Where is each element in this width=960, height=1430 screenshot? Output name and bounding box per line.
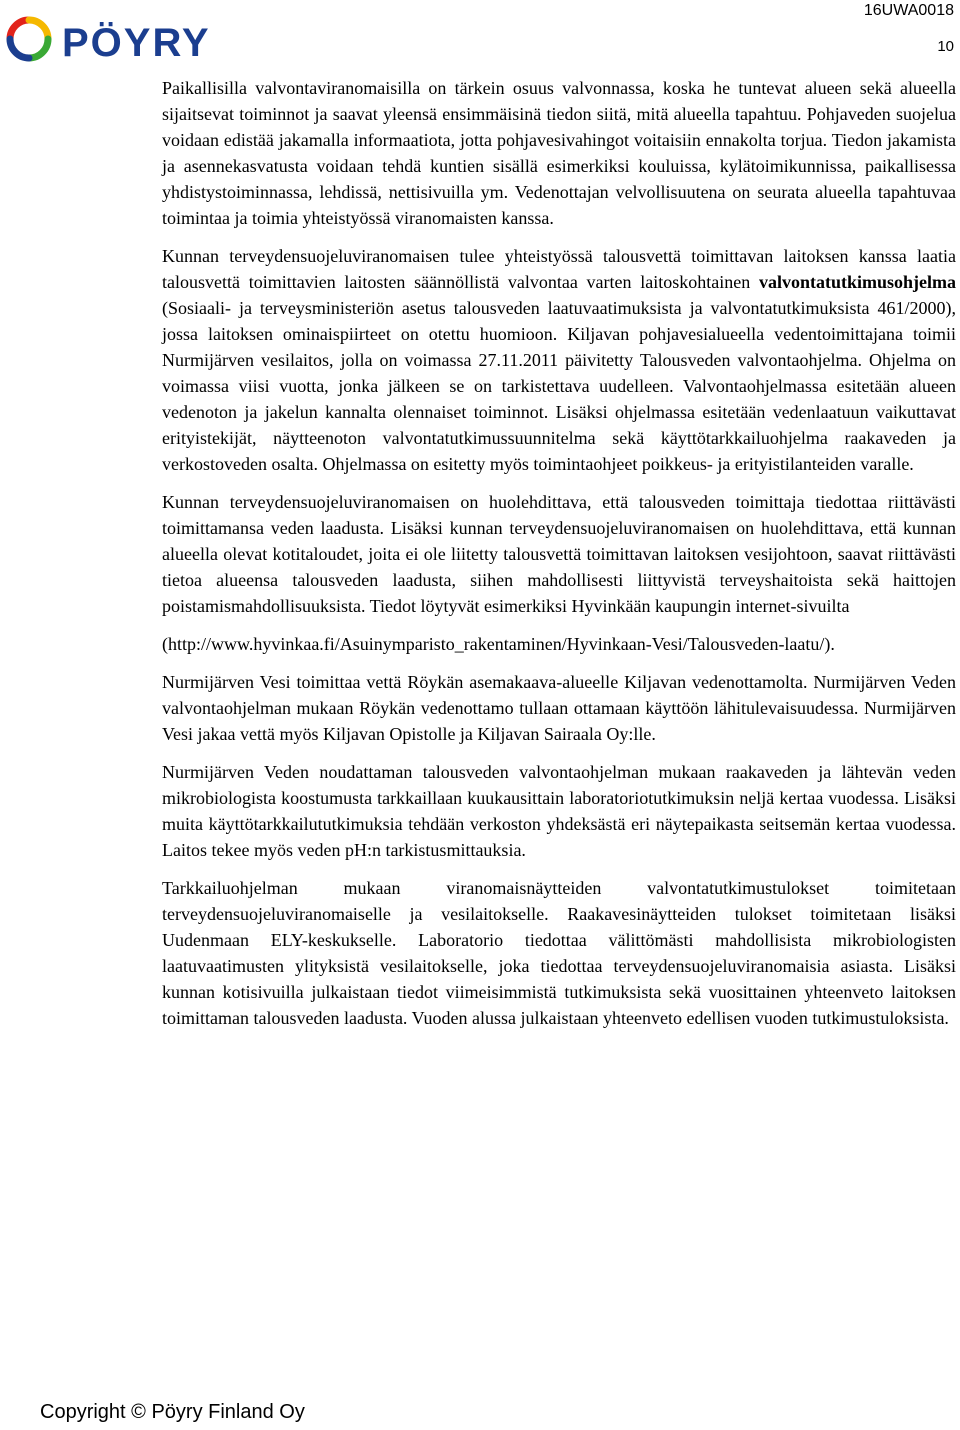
paragraph-7: Tarkkailuohjelman mukaan viranomaisnäytteiden valvontatutkimustulokset toimitetaan terveydensuojeluviranomaiselle ja vesilaitokselle. Raakavesinäytteiden tulokset toimitetaan lisäksi Uudenmaan ELY-keskukselle. Laboratorio tiedottaa välittömästi mahdollisista mikrobiologisten laatuvaatimusten ylityksistä vesilaitokselle, joka tiedottaa terveydensuojeluviranomaisia asiasta. Lisäksi kunnan kotisivuilla julkaistaan tiedot viimeisimmistä tutkimuksista sekä vuosittainen yhteenveto laitoksen toimittaman talousveden laadusta. Vuoden alussa julkaistaan yhteenveto edellisen vuoden tutkimustuloksista. — [162, 878, 956, 1028]
bold-term: valvontatutkimusohjelma — [758, 272, 956, 292]
logo-wordmark: PÖYRY — [62, 21, 211, 64]
poyry-swirl-icon — [10, 20, 48, 58]
paragraph-2-rest: (Sosiaali- ja terveysministeriön asetus talousveden laatuvaatimuksista ja valvontatutkimuksista 461/2000), jossa laitoksen ominaispiirteet on otettu huomioon. Kiljavan pohjavesialueella vedentoimittajana toimii Nurmijärven vesilaitos, jolla on voimassa 27.11.2011 päivitetty Talousveden valvontaohjelma. Ohjelma on voimassa viisi vuotta, jonka jälkeen se on tarkistettava uudelleen. Valvontaohjelmassa esitetään alueen vedenoton ja jakelun kannalta olennaiset toiminnot. Lisäksi ohjelmassa esitetään vedenlaatuun vaikuttavat erityistekijät, näytteenoton valvontatutkimussuunnitelma sekä käyttötarkkailuohjelma raakaveden ja verkostoveden osalta. Ohjelmassa on esitetty myös toimintaohjeet poikkeus- ja erityistilanteiden varalle. — [162, 298, 956, 474]
poyry-logo-graphic — [4, 14, 264, 64]
paragraph-5: Nurmijärven Vesi toimittaa vettä Röykän asemakaava-alueelle Kiljavan vedenottamolta. Nurmijärven Veden valvontaohjelman mukaan Röykän vedenottamo tullaan ottamaan käyttöön lähitulevaisuudessa. Nurmijärven Vesi jakaa vettä myös Kiljavan Opistolle ja Kiljavan Sairaala Oy:lle. — [162, 672, 956, 744]
poyry-logo — [4, 14, 264, 64]
paragraph-2 — [162, 243, 956, 477]
copyright-footer: Copyright © Pöyry Finland Oy — [40, 1401, 305, 1423]
url-paragraph: (http://www.hyvinkaa.fi/Asuinymparisto_rakentaminen/Hyvinkaan-Vesi/Talousveden-laatu/). — [162, 634, 835, 654]
paragraph-6: Nurmijärven Veden noudattaman talousveden valvontaohjelman mukaan raakaveden ja lähtevän veden mikrobiologista koostumusta tarkkaillaan kuukausittain laboratoriotutkimuksin neljä kertaa vuodessa. Lisäksi muita käyttötarkkailututkimuksia tehdään verkoston yhdeksästä eri näytepaikasta seitsemän kertaa vuodessa. Laitos tekee myös veden pH:n tarkistusmittauksia. — [162, 762, 956, 860]
document-body — [162, 75, 956, 1043]
document-id: 16UWA0018 — [863, 2, 954, 19]
paragraph-2-intro: Kunnan terveydensuojeluviranomaisen tulee yhteistyössä talousvettä toimittavan laitoksen kanssa laatia talousvettä toimittavien laitosten säännöllistä valvontaa varten laitoskohtainen — [162, 246, 956, 292]
paragraph-3: Kunnan terveydensuojeluviranomaisen on huolehdittava, että talousveden toimittaja tiedottaa riittävästi toimittamansa veden laadusta. Lisäksi kunnan terveydensuojeluviranomaisen on huolehdittava, että kunnan alueella olevat kotitaloudet, joita ei ole liitetty talousvettä toimittavan laitoksen vesijohtoon, saavat riittävästi tietoa alueensa talousveden laadusta, siihen mahdollisesti liittyvistä terveyshaitoista sekä haittojen poistamismahdollisuuksista. Tiedot löytyvät esimerkiksi Hyvinkään kaupungin internet-sivuilta — [162, 492, 956, 616]
paragraph-1: Paikallisilla valvontaviranomaisilla on tärkein osuus valvonnassa, koska he tuntevat alueen sekä alueella sijaitsevat toiminnot ja saavat yleensä ensimmäisinä tiedon siitä, mitä alueella tapahtuu. Pohjaveden suojelua voidaan edistää jakamalla informaatiota, jotta pohjavesivahingot voitaisiin ennakolta torjua. Tiedon jakamista ja asennekasvatusta voidaan tehdä kuntien sisällä esimerkiksi kouluissa, kylätoimikunnissa, paikallisessa yhdistystoiminnassa, lehdissä, nettisivuilla ym. Vedenottajan velvollisuutena on seurata alueella tapahtuvaa toimintaa ja toimia yhteistyössä viranomaisten kanssa. — [162, 78, 956, 228]
page-number: 10 — [937, 38, 954, 55]
